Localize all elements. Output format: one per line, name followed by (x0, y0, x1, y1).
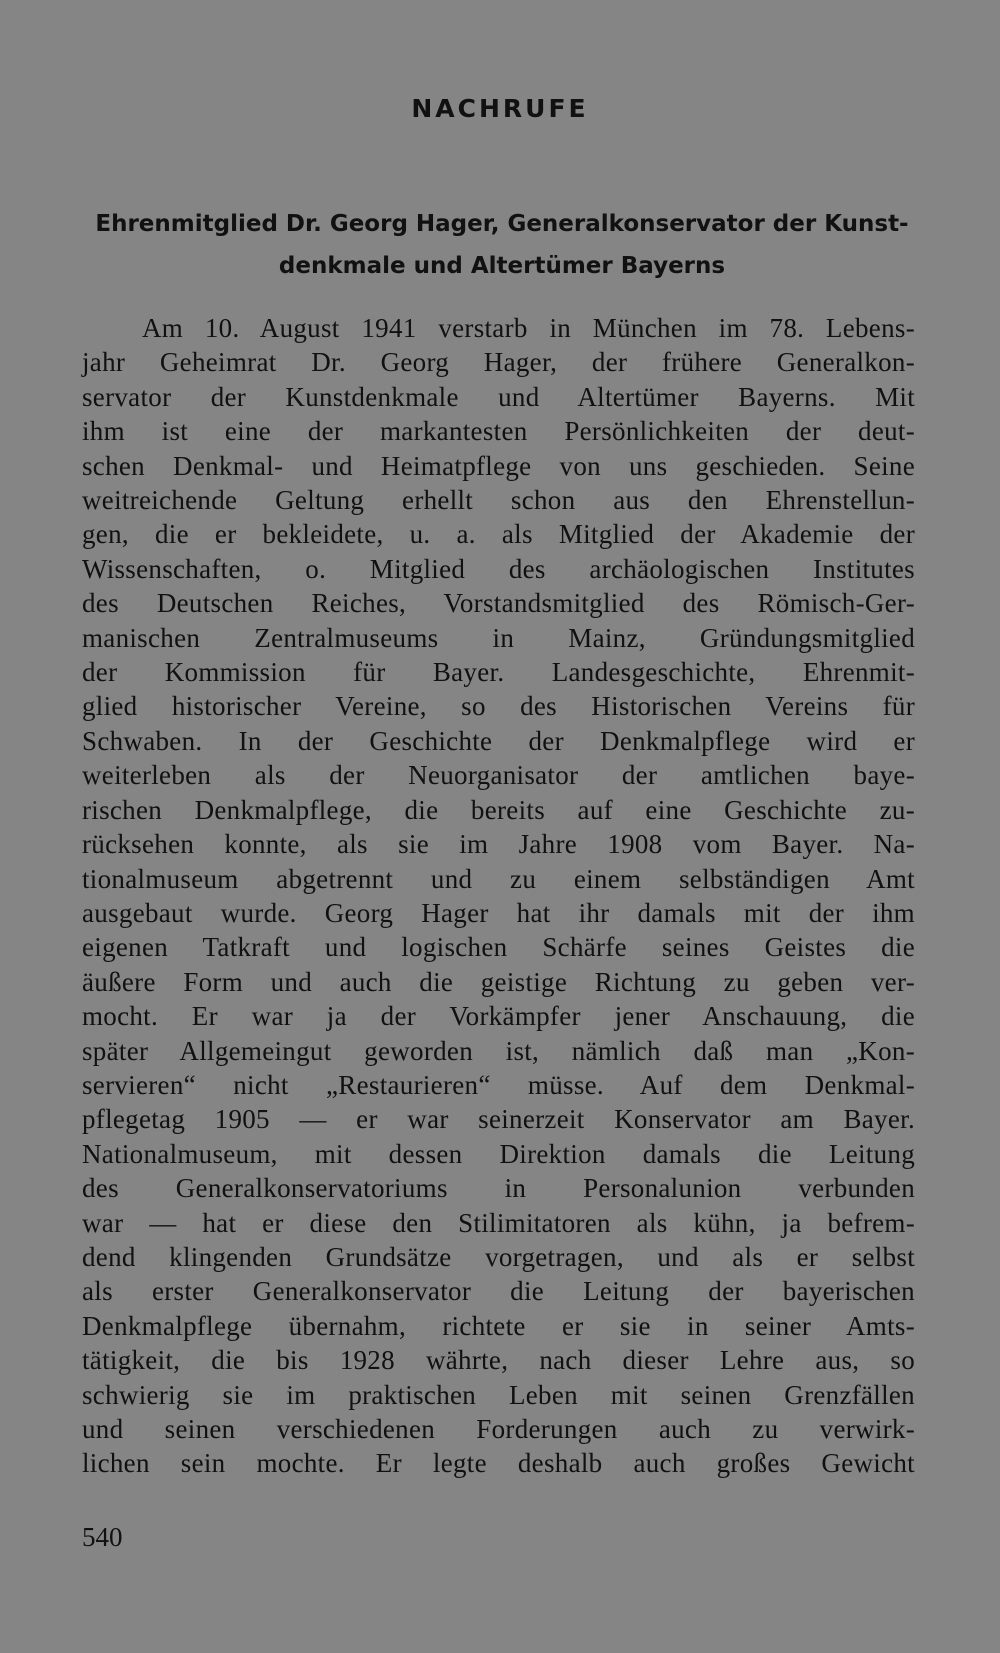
text-line: servator der Kunstdenkmale und Altertümer Bayerns. Mit (82, 381, 915, 412)
text-line: lichen sein mochte. Er legte deshalb auch großes Gewicht (82, 1448, 915, 1479)
text-line: ihm ist eine der markantesten Persönlichkeiten der deut- (82, 416, 915, 447)
text-line: weiterleben als der Neuorganisator der amtlichen baye- (82, 760, 915, 791)
text-line: später Allgemeingut geworden ist, nämlich daß man „Kon- (82, 1035, 915, 1066)
text-line: manischen Zentralmuseums in Mainz, Gründungsmitglied (82, 622, 915, 653)
body-text (82, 311, 915, 1481)
text-line: rücksehen konnte, als sie im Jahre 1908 vom Bayer. Na- (82, 829, 915, 860)
text-line: Denkmalpflege übernahm, richtete er sie in seiner Amts- (82, 1310, 915, 1341)
text-line: Am 10. August 1941 verstarb in München im 78. Lebens- (142, 313, 915, 343)
text-line: äußere Form und auch die geistige Richtung zu geben ver- (82, 966, 915, 997)
text-line: mocht. Er war ja der Vorkämpfer jener Anschauung, die (82, 1001, 915, 1032)
text-line: und seinen verschiedenen Forderungen auch zu verwirk- (82, 1414, 915, 1444)
text-line: ausgebaut wurde. Georg Hager hat ihr damals mit der ihm (82, 897, 915, 928)
text-line: schwierig sie im praktischen Leben mit seinen Grenzfällen (82, 1379, 915, 1410)
text-line: des Generalkonservatoriums in Personalunion verbunden (82, 1173, 915, 1204)
text-line: Wissenschaften, o. Mitglied des archäologischen Institutes (82, 553, 915, 584)
text-line: eigenen Tatkraft und logischen Schärfe seines Geistes die (82, 932, 915, 963)
text-line: des Deutschen Reiches, Vorstandsmitglied des Römisch-Ger- (82, 588, 915, 619)
heading-line-2: denkmale und Altertümer Bayerns (278, 253, 726, 279)
text-line: schen Denkmal- und Heimatpflege von uns geschieden. Seine (82, 450, 915, 481)
text-line: tätigkeit, die bis 1928 währte, nach dieser Lehre aus, so (82, 1345, 915, 1376)
text-line: der Kommission für Bayer. Landesgeschichte, Ehrenmit- (82, 657, 915, 688)
text-line: gen, die er bekleidete, u. a. als Mitglied der Akademie der (82, 519, 915, 550)
text-line: pflegetag 1905 — er war seinerzeit Konservator am Bayer. (82, 1104, 915, 1135)
page-number: 540 (82, 1522, 123, 1552)
text-line: Nationalmuseum, mit dessen Direktion damals die Leitung (82, 1138, 915, 1169)
obituary-heading (82, 203, 922, 287)
text-line: als erster Generalkonservator die Leitung der bayerischen (82, 1276, 915, 1307)
text-line: weitreichende Geltung erhellt schon aus den Ehrenstellun- (82, 485, 915, 516)
heading-line-1: Ehrenmitglied Dr. Georg Hager, Generalkonservator der Kunst- (95, 211, 909, 237)
text-line: jahr Geheimrat Dr. Georg Hager, der frühere Generalkon- (82, 347, 915, 378)
text-line: tionalmuseum abgetrennt und zu einem selbständigen Amt (82, 863, 915, 894)
text-line: servieren“ nicht „Restaurieren“ müsse. Auf dem Denkmal- (82, 1069, 915, 1100)
text-line: dend klingenden Grundsätze vorgetragen, und als er selbst (82, 1241, 915, 1272)
text-line: rischen Denkmalpflege, die bereits auf eine Geschichte zu- (82, 794, 915, 825)
section-title: NACHRUFE (411, 94, 589, 123)
text-line: Schwaben. In der Geschichte der Denkmalpflege wird er (82, 725, 915, 756)
text-line: glied historischer Vereine, so des Historischen Vereins für (82, 691, 915, 722)
text-line: war — hat er diese den Stilimitatoren als kühn, ja befrem- (82, 1207, 915, 1238)
